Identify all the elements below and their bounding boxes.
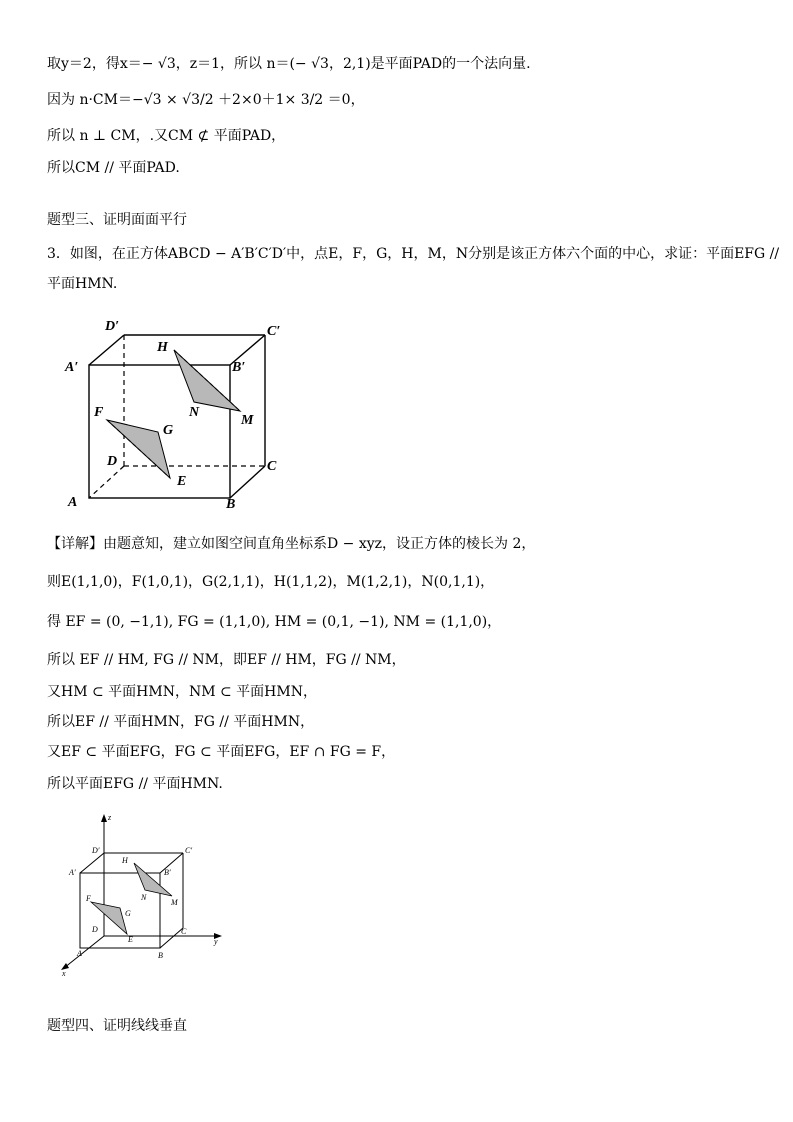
text-line-1: 取y＝2，得x＝− √3，z＝1，所以 n＝(− √3，2,1)是平面PAD的一个法向量. bbox=[47, 56, 531, 72]
text-line-4: 所以CM // 平面PAD. bbox=[47, 160, 180, 176]
fig2-label-g: G bbox=[125, 909, 131, 918]
fig2-label-c1: C′ bbox=[185, 846, 193, 855]
fig2-label-c: C bbox=[181, 927, 187, 936]
label-b: B bbox=[226, 497, 236, 512]
label-a1: A′ bbox=[65, 360, 79, 375]
solution-line-1: 【详解】由题意知，建立如图空间直角坐标系D − xyz，设正方体的棱长为 2， bbox=[47, 536, 536, 552]
label-f: F bbox=[94, 405, 104, 420]
solution-line-5: 又HM ⊂ 平面HMN，NM ⊂ 平面HMN， bbox=[47, 684, 317, 700]
solution-line-3: 得 EF = (0, −1,1), FG = (1,1,0), HM = (0,1, −1), NM = (1,1,0)， bbox=[47, 614, 502, 630]
label-c1: C′ bbox=[267, 324, 281, 339]
fig2-label-m: M bbox=[171, 898, 178, 907]
label-a: A bbox=[68, 495, 78, 510]
problem-3-line-1: 3．如图，在正方体ABCD − A′B′C′D′中，点E，F，G，H，M，N分别是该正方体六个面的中心，求证：平面EFG // bbox=[47, 246, 780, 262]
fig2-label-d1: D′ bbox=[92, 846, 100, 855]
fig2-label-a: A bbox=[77, 949, 82, 958]
label-d: D bbox=[107, 454, 118, 469]
label-e: E bbox=[177, 474, 187, 489]
text-line-3: 所以 n ⊥ CM，.又CM ⊄ 平面PAD， bbox=[47, 128, 286, 144]
fig2-label-e: E bbox=[128, 935, 133, 944]
fig2-label-b1: B′ bbox=[164, 868, 171, 877]
label-b1: B′ bbox=[232, 360, 246, 375]
cube-figure bbox=[60, 312, 300, 517]
axis-label-z: z bbox=[108, 813, 112, 822]
axis-label-x: x bbox=[62, 969, 66, 978]
label-d1: D′ bbox=[105, 319, 120, 334]
solution-line-4: 所以 EF // HM, FG // NM，即EF // HM，FG // NM， bbox=[47, 652, 406, 668]
solution-line-8: 所以平面EFG // 平面HMN. bbox=[47, 776, 223, 792]
section-heading-4: 题型四、证明线线垂直 bbox=[47, 1018, 187, 1034]
fig2-label-d: D bbox=[92, 925, 98, 934]
fig2-label-n: N bbox=[141, 893, 147, 902]
label-g: G bbox=[163, 423, 174, 438]
fig2-label-h: H bbox=[122, 856, 128, 865]
solution-line-7: 又EF ⊂ 平面EFG，FG ⊂ 平面EFG，EF ∩ FG = F， bbox=[47, 744, 396, 760]
fig2-label-b: B bbox=[158, 951, 163, 960]
fig2-label-f: F bbox=[86, 894, 91, 903]
coordinate-cube-figure bbox=[50, 808, 240, 978]
label-m: M bbox=[241, 413, 254, 428]
problem-3-line-2: 平面HMN. bbox=[47, 276, 118, 292]
fig2-label-a1: A′ bbox=[69, 868, 76, 877]
solution-line-6: 所以EF // 平面HMN，FG // 平面HMN， bbox=[47, 714, 315, 730]
label-h: H bbox=[157, 340, 168, 355]
label-n: N bbox=[189, 405, 200, 420]
label-c: C bbox=[267, 459, 277, 474]
axis-label-y: y bbox=[214, 937, 218, 946]
text-line-2: 因为 n·CM＝−√3 × √3/2 ＋2×0＋1× 3/2 ＝0， bbox=[47, 92, 365, 108]
solution-line-2: 则E(1,1,0)，F(1,0,1)，G(2,1,1)，H(1,1,2)，M(1,2,1)，N(0,1,1)， bbox=[47, 574, 495, 590]
section-heading-3: 题型三、证明面面平行 bbox=[47, 212, 187, 228]
